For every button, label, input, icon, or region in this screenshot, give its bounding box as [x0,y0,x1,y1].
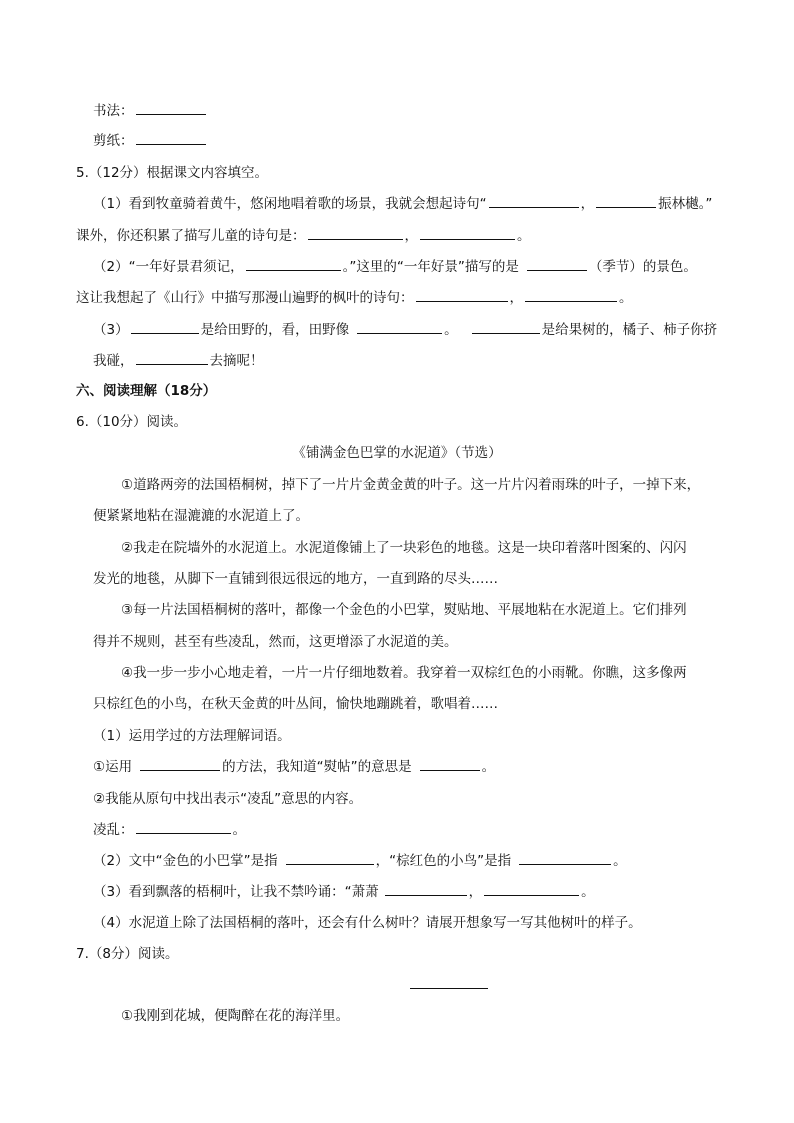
q5-p2-blank1[interactable] [246,257,341,271]
q6-para3-line1: ③每一片法国梧桐树的落叶，都像一个金色的小巴掌，熨贴地、平展地粘在水泥道上。它们排列 [121,602,687,618]
q5-p3-blank2[interactable] [357,320,442,334]
q5-p3-blank1[interactable] [131,320,199,334]
q5-p1-text-e: ， [404,228,418,244]
q5-p1-text-a: （1）看到牧童骑着黄牛，悠闲地唱着歌的场景，我就会想起诗句“ [93,196,487,212]
q5-p2-text-e: ， [509,290,523,306]
section-6-heading: 六、阅读理解（18分） [76,383,217,399]
q5-p1-text-c: 振林樾。” [658,196,713,212]
q6-subq3-text-b: ， [468,884,483,900]
q6-subq4: （4）水泥道上除了法国梧桐的落叶，还会有什么树叶？请展开想象写一写其他树叶的样子。 [93,915,642,931]
q6-subq1a-text-c: 。 [481,759,496,775]
q6-para1-line2: 便紧紧地粘在湿漉漉的水泥道上了。 [93,508,309,524]
q5-p1-blank3[interactable] [308,226,403,240]
q6-subq3-blank1[interactable] [385,882,467,896]
q6-para4-line2: 只棕红色的小鸟，在秋天金黄的叶丛间，愉快地蹦跳着，歌唱着…… [93,696,498,712]
calligraphy-blank[interactable] [136,101,206,115]
q5-p3-blank3[interactable] [472,320,540,334]
q6-subq2 [93,851,627,871]
q6-subq3-text-c: 。 [581,884,595,900]
q6-subq3 [93,882,595,902]
q5-p2-blank4[interactable] [525,288,617,302]
q5-p1-blank4[interactable] [420,226,515,240]
q5-p3-text-b: 是给田野的，看，田野像 [200,322,350,338]
q5-p2-text-a: （2）“一年好景君须记， [93,259,244,275]
q6-subq2-text-a: （2）文中“金色的小巴掌”是指 [93,853,278,869]
q6-subq1a-text-b: 的方法，我知道“熨帖”的意思是 [222,759,412,775]
q6-subq1b: ②我能从原句中找出表示“凌乱”意思的内容。 [93,791,363,807]
calligraphy-label: 书法： [93,103,134,119]
q5-p1-line2 [76,226,531,246]
q7-para1: ①我刚到花城，便陶醉在花的海洋里。 [121,1008,350,1024]
q6-para2-line1: ②我走在院墙外的水泥道上。水泥道像铺上了一块彩色的地毯。这是一块印着落叶图案的、闪闪 [121,540,687,556]
q5-p2-blank3[interactable] [416,288,508,302]
q5-p2-blank2[interactable] [527,257,587,271]
q5-p1-blank2[interactable] [596,194,656,208]
q6-subq1c-text-b: 。 [232,822,246,838]
q5-p2-text-d: 这让我想起了《山行》中描写那漫山遍野的枫叶的诗句： [76,290,414,306]
q6-para3-line2: 得并不规则，甚至有些凌乱，然而，这更增添了水泥道的美。 [93,634,458,650]
q5-p2-text-c: （季节）的景色。 [588,259,697,275]
q6-para1-line1: ①道路两旁的法国梧桐树，掉下了一片片金黄金黄的叶子。这一片片闪着雨珠的叶子，一掉下来， [121,477,701,493]
q6-subq2-text-c: 。 [613,853,627,869]
q6-subq1a-text-a: ①运用 [93,759,133,775]
q6-para2-line2: 发光的地毯，从脚下一直铺到很远很远的地方，一直到路的尽头…… [93,571,498,587]
q6-subq1a-blank1[interactable] [140,757,220,771]
q5-p3-text-e: 我碰， [93,353,134,369]
papercut-line [93,131,208,151]
q6-subq1: （1）运用学过的方法理解词语。 [93,728,291,744]
q6-subq2-text-b: ，“棕红色的小鸟”是指 [375,853,512,869]
q5-p3-text-d: 是给果树的，橘子、柿子你挤 [541,322,718,338]
q6-subq3-blank2[interactable] [484,882,579,896]
q5-p2-line2 [76,288,633,308]
q5-p3-text-a: （3） [93,322,129,338]
q5-p1-text-d: 课外，你还积累了描写儿童的诗句是： [76,228,306,244]
q6-subq2-blank2[interactable] [519,851,611,865]
q6-subq1c [93,820,246,840]
q5-p3-line2 [93,351,264,371]
papercut-blank[interactable] [136,131,206,145]
q5-p1-text-b: ， [580,196,595,212]
q5-p1-text-f: 。 [517,228,531,244]
q5-p1-blank1[interactable] [489,194,579,208]
q5-p1-line1 [93,194,712,214]
calligraphy-line [93,101,208,121]
q6-subq1a [93,757,495,777]
q6-subq2-blank1[interactable] [286,851,374,865]
q6-passage-title: 《铺满金色巴掌的水泥道》（节选） [292,445,502,461]
q5-p2-line1 [93,257,697,277]
q7-header: 7.（8分）阅读。 [76,946,179,962]
q5-p2-text-b: 。”这里的“一年好景”描写的是 [342,259,519,275]
q5-p3-line1 [93,320,717,340]
q7-title-blank[interactable] [410,988,488,989]
q5-p3-blank4[interactable] [136,351,208,365]
q6-subq1c-text-a: 凌乱： [93,822,134,838]
q6-subq3-text-a: （3）看到飘落的梧桐叶，让我不禁吟诵：“萧萧 [93,884,379,900]
q6-para4-line1: ④我一步一步小心地走着，一片一片仔细地数着。我穿着一双棕红色的小雨靴。你瞧，这多像两 [121,665,687,681]
q5-header: 5.（12分）根据课文内容填空。 [76,165,269,181]
q5-p2-text-f: 。 [619,290,633,306]
q6-subq1a-blank2[interactable] [420,757,480,771]
q6-subq1c-blank[interactable] [136,820,231,834]
q6-header: 6.（10分）阅读。 [76,414,188,430]
q5-p3-text-f: 去摘呢！ [209,353,264,369]
q5-p3-text-c: 。 [444,322,458,338]
papercut-label: 剪纸： [93,133,134,149]
